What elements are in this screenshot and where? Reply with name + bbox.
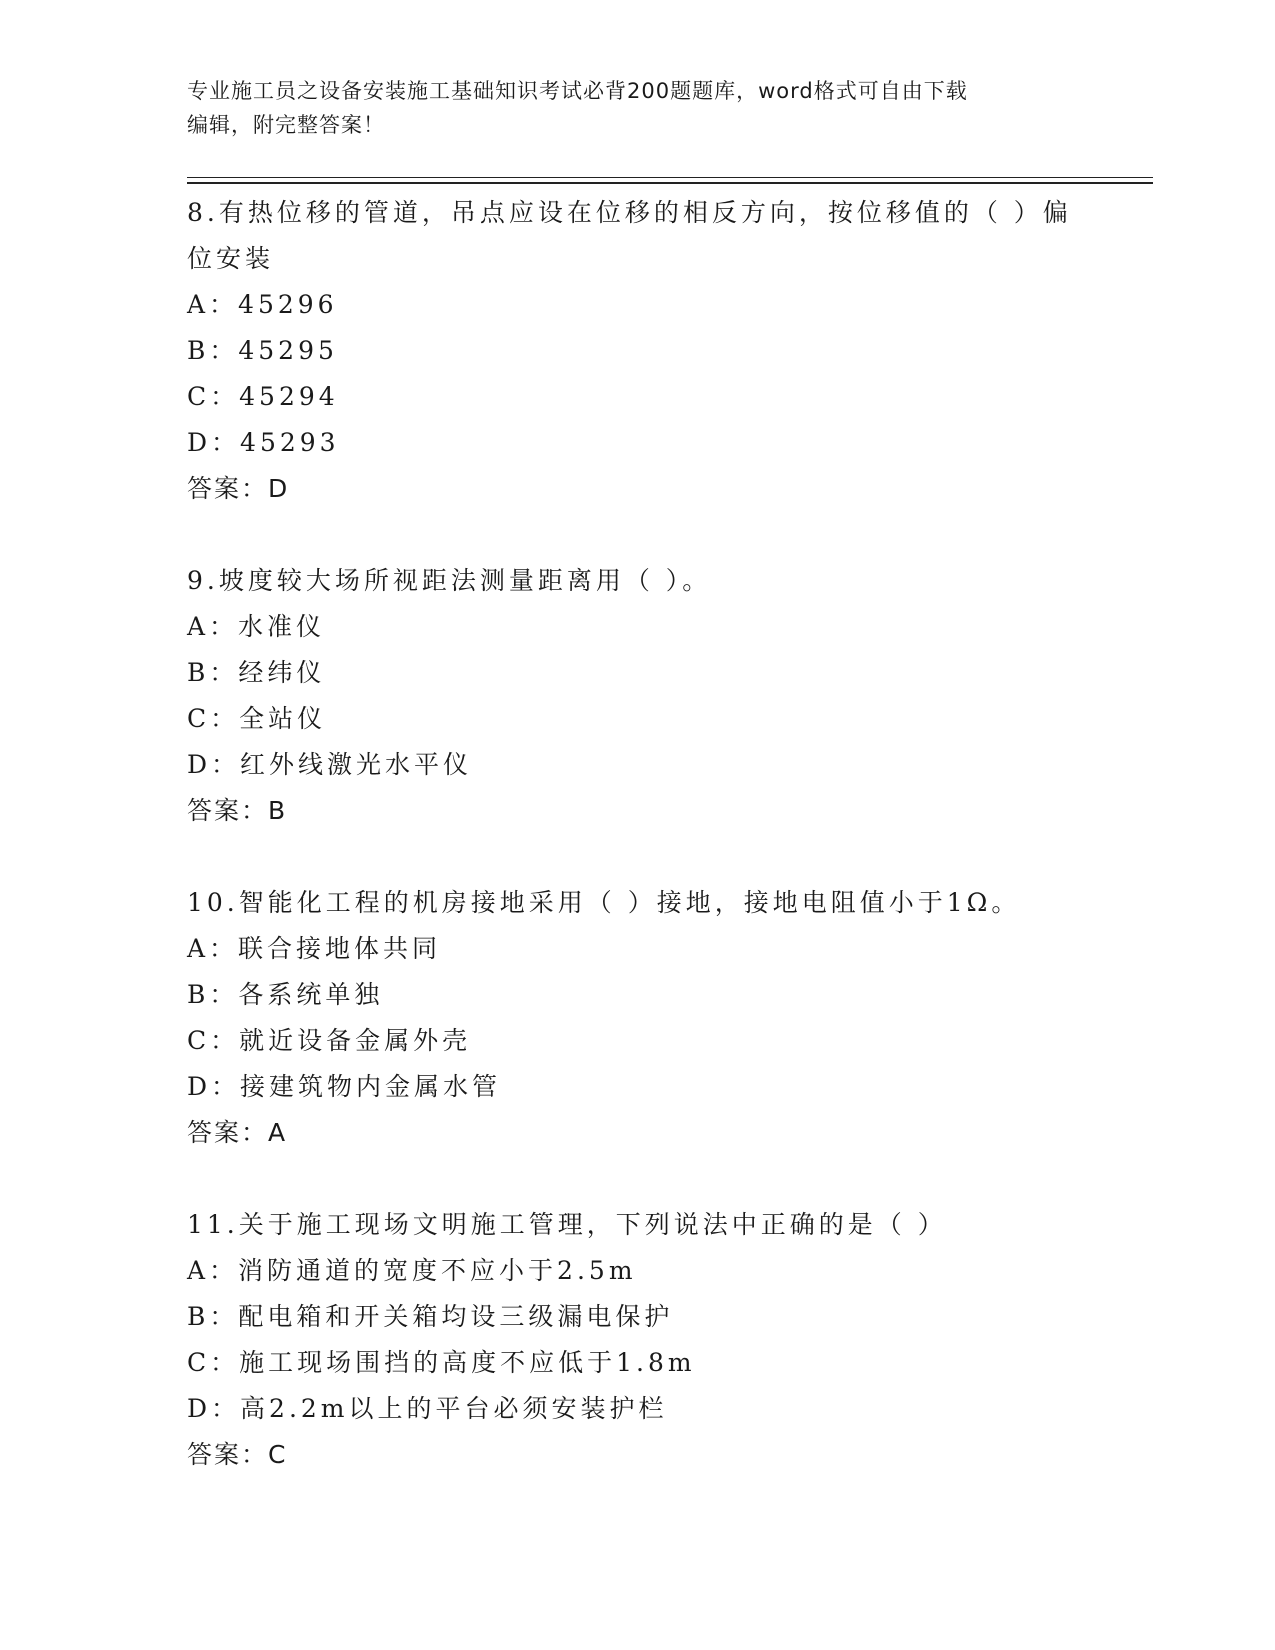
header-line-1: 专业施工员之设备安装施工基础知识考试必背200题题库，word格式可自由下载: [187, 79, 968, 103]
question-8: [187, 190, 1087, 512]
answer: 答案：D: [187, 474, 290, 503]
document-header: [187, 74, 1087, 142]
question-text: 9.坡度较大场所视距法测量距离用（ ）。: [187, 566, 712, 595]
header-divider-thick: [187, 182, 1153, 184]
header-divider-thin: [187, 177, 1153, 178]
option-d: D：接建筑物内金属水管: [187, 1072, 502, 1101]
option-c: C：施工现场围挡的高度不应低于1.8m: [187, 1348, 696, 1377]
option-a: A：消防通道的宽度不应小于2.5m: [187, 1256, 637, 1285]
answer: 答案：B: [187, 796, 288, 825]
option-b: B：45295: [187, 336, 338, 365]
header-line-2: 编辑，附完整答案！: [187, 113, 385, 137]
option-a: A：45296: [187, 290, 338, 319]
option-d: D：高2.2m以上的平台必须安装护栏: [187, 1394, 668, 1423]
question-text: 11.关于施工现场文明施工管理，下列说法中正确的是（ ）: [187, 1210, 947, 1239]
question-text-line: 位安装: [187, 244, 275, 273]
answer: 答案：C: [187, 1440, 288, 1469]
option-d: D：45293: [187, 428, 340, 457]
question-list: [187, 190, 1087, 1524]
question-text: [187, 190, 1087, 282]
option-b: B：配电箱和开关箱均设三级漏电保护: [187, 1302, 674, 1331]
option-b: B：经纬仪: [187, 658, 326, 687]
option-c: C：全站仪: [187, 704, 327, 733]
option-b: B：各系统单独: [187, 980, 384, 1009]
question-9: [187, 558, 1087, 834]
option-c: C：就近设备金属外壳: [187, 1026, 472, 1055]
option-c: C：45294: [187, 382, 339, 411]
question-text-line: 8.有热位移的管道，吊点应设在位移的相反方向，按位移值的（ ）偏: [187, 198, 1072, 227]
question-text: 10.智能化工程的机房接地采用（ ）接地，接地电阻值小于1Ω。: [187, 888, 1021, 917]
option-d: D：红外线激光水平仪: [187, 750, 473, 779]
question-11: [187, 1202, 1087, 1478]
answer: 答案：A: [187, 1118, 288, 1147]
option-a: A：联合接地体共同: [187, 934, 442, 963]
option-a: A：水准仪: [187, 612, 326, 641]
question-10: [187, 880, 1087, 1156]
